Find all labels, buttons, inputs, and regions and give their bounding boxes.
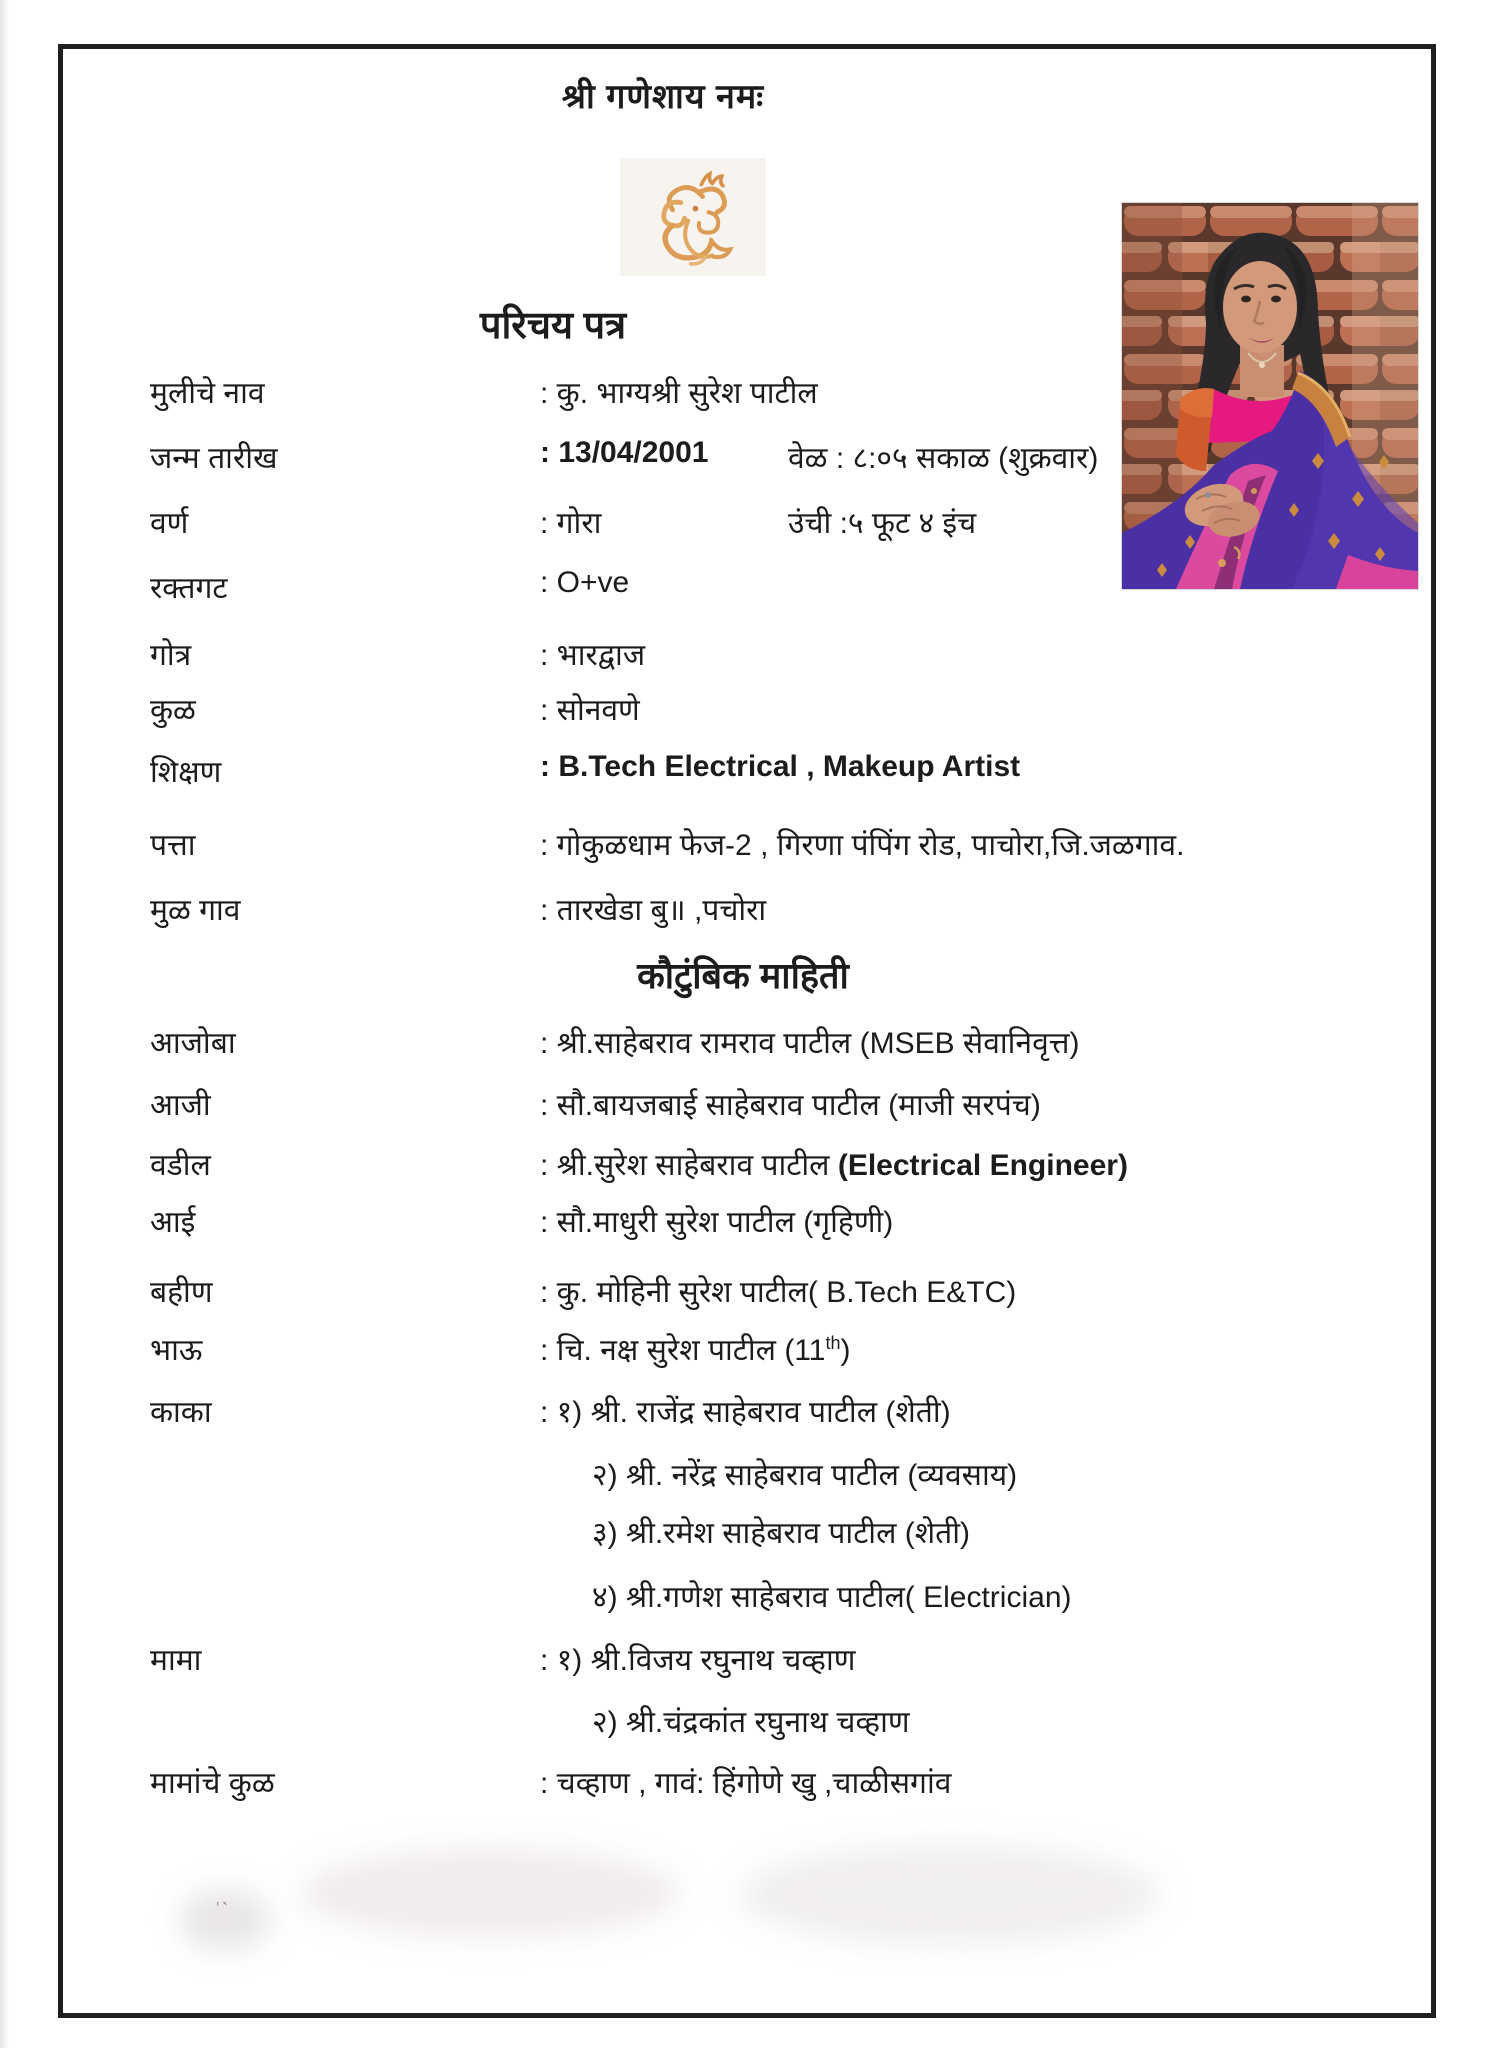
field-label: शिक्षण [150, 756, 222, 789]
field-value: : चव्हाण , गावं: हिंगोणे खु ,चाळीसगांव [540, 1767, 952, 1800]
field-value: : O+ve [540, 566, 630, 599]
bride-profile-photo [1122, 203, 1418, 589]
field-label: कुळ [150, 694, 196, 727]
field-value: २) श्री. नरेंद्र साहेबराव पाटील (व्यवसाय) [592, 1459, 1018, 1492]
invocation-text: श्री गणेशाय नमः [561, 78, 765, 116]
field-value: : गोरा [540, 507, 602, 540]
field-label: आजी [150, 1089, 211, 1122]
field-label: मामा [150, 1644, 202, 1677]
field-label: पत्ता [150, 829, 196, 862]
field-value: : कु. मोहिनी सुरेश पाटील( B.Tech E&TC) [540, 1276, 1017, 1309]
scan-smudge [740, 1845, 1160, 1945]
field-label: जन्म तारीख [150, 442, 278, 475]
field-label: गोत्र [150, 639, 192, 672]
field-value: : सौ.बायजबाई साहेबराव पाटील (माजी सरपंच) [540, 1089, 1041, 1122]
field-label: आई [150, 1206, 196, 1239]
field-value: ३) श्री.रमेश साहेबराव पाटील (शेती) [592, 1517, 971, 1550]
field-value: : गोकुळधाम फेज-2 , गिरणा पंपिंग रोड, पाचोरा,जि.जळगाव. [540, 829, 1185, 862]
field-value: : १) श्री. राजेंद्र साहेबराव पाटील (शेती) [540, 1396, 951, 1429]
field-value: : भारद्वाज [540, 639, 646, 672]
family-section-title: कौटुंबिक माहिती [637, 955, 849, 996]
field-extra: उंची :५ फूट ४ इंच [788, 507, 977, 540]
field-value: : श्री.सुरेश साहेबराव पाटील (Electrical Engineer) [540, 1149, 1128, 1182]
field-label: आजोबा [150, 1027, 236, 1060]
field-label: मामांचे कुळ [150, 1767, 275, 1800]
field-label: बहीण [150, 1276, 213, 1309]
field-value: : सौ.माधुरी सुरेश पाटील (गृहिणी) [540, 1206, 894, 1239]
field-value: ४) श्री.गणेश साहेबराव पाटील( Electrician) [592, 1581, 1072, 1614]
field-value: २) श्री.चंद्रकांत रघुनाथ चव्हाण [592, 1706, 910, 1739]
field-label: भाऊ [150, 1334, 203, 1367]
scan-edge-shadow [0, 0, 10, 2048]
field-extra: वेळ : ८:०५ सकाळ (शुक्रवार) [788, 442, 1099, 475]
field-value: : कु. भाग्यश्री सुरेश पाटील [540, 377, 818, 410]
field-label: मुलीचे नाव [150, 377, 265, 410]
ganesh-icon [620, 158, 766, 276]
page-title: परिचय पत्र [479, 305, 627, 347]
field-value: : B.Tech Electrical , Makeup Artist [540, 750, 1021, 783]
field-value: : श्री.साहेबराव रामराव पाटील (MSEB सेवानिवृत्त) [540, 1027, 1080, 1060]
field-value: : 13/04/2001 [540, 436, 709, 469]
field-label: मुळ गाव [150, 894, 241, 927]
field-value: : तारखेडा बु॥ ,पचोरा [540, 894, 767, 927]
field-value: : १) श्री.विजय रघुनाथ चव्हाण [540, 1644, 856, 1677]
scan-mark: ˈˋ [214, 1898, 229, 1923]
field-label: वडील [150, 1149, 211, 1182]
field-value: : सोनवणे [540, 694, 640, 727]
field-label: वर्ण [150, 507, 189, 540]
scan-smudge [300, 1848, 680, 1938]
field-label: रक्तगट [150, 572, 228, 605]
field-label: काका [150, 1396, 212, 1429]
field-value: : चि. नक्ष सुरेश पाटील (11th) [540, 1333, 851, 1367]
